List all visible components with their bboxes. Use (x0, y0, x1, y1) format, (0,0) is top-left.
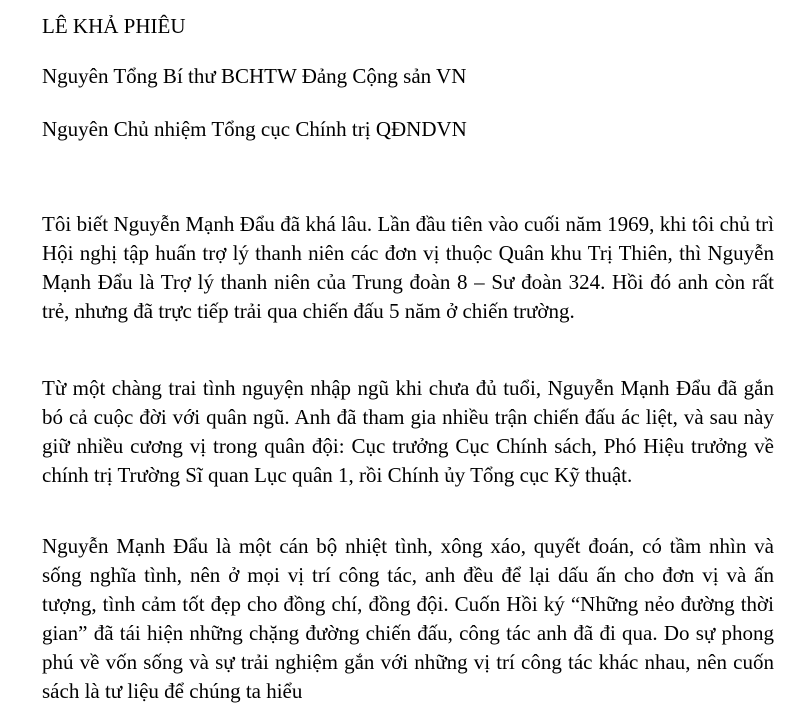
author-title-former-political-director: Nguyên Chủ nhiệm Tổng cục Chính trị QĐNDVN (42, 117, 467, 141)
body-paragraph: Tôi biết Nguyễn Mạnh Đẩu đã khá lâu. Lần đầu tiên vào cuối năm 1969, khi tôi chủ trì Hội nghị tập huấn trợ lý thanh niên các đơn vị thuộc Quân khu Trị Thiên, thì Nguyễn Mạnh Đẩu là Trợ lý thanh niên của Trung đoàn 8 – Sư đoàn 324. Hồi đó anh còn rất trẻ, nhưng đã trực tiếp trải qua chiến đấu 5 năm ở chiến trường. (42, 212, 774, 323)
body-paragraph: Từ một chàng trai tình nguyện nhập ngũ khi chưa đủ tuổi, Nguyễn Mạnh Đẩu đã gắn bó cả cuộc đời với quân ngũ. Anh đã tham gia nhiều trận chiến đấu ác liệt, và sau này giữ nhiều cương vị trong quân đội: Cục trưởng Cục Chính sách, Phó Hiệu trưởng về chính trị Trường Sĩ quan Lục quân 1, rồi Chính ủy Tổng cục Kỹ thuật. (42, 376, 774, 487)
body-paragraph: Nguyễn Mạnh Đẩu là một cán bộ nhiệt tình, xông xáo, quyết đoán, có tầm nhìn và sống nghĩa tình, nên ở mọi vị trí công tác, anh đều để lại dấu ấn cho đơn vị và ấn tượng, tình cảm tốt đẹp cho đồng chí, đồng đội. Cuốn Hồi ký “Những nẻo đường thời gian” đã tái hiện những chặng đường chiến đấu, công tác anh đã đi qua. Do sự phong phú về vốn sống và sự trải nghiệm gắn với những vị trí công tác khác nhau, nên cuốn sách là tư liệu để chúng ta hiểu (42, 534, 774, 703)
author-title-former-general-secretary: Nguyên Tổng Bí thư BCHTW Đảng Cộng sản VN (42, 64, 467, 88)
author-name: LÊ KHẢ PHIÊU (42, 14, 186, 38)
